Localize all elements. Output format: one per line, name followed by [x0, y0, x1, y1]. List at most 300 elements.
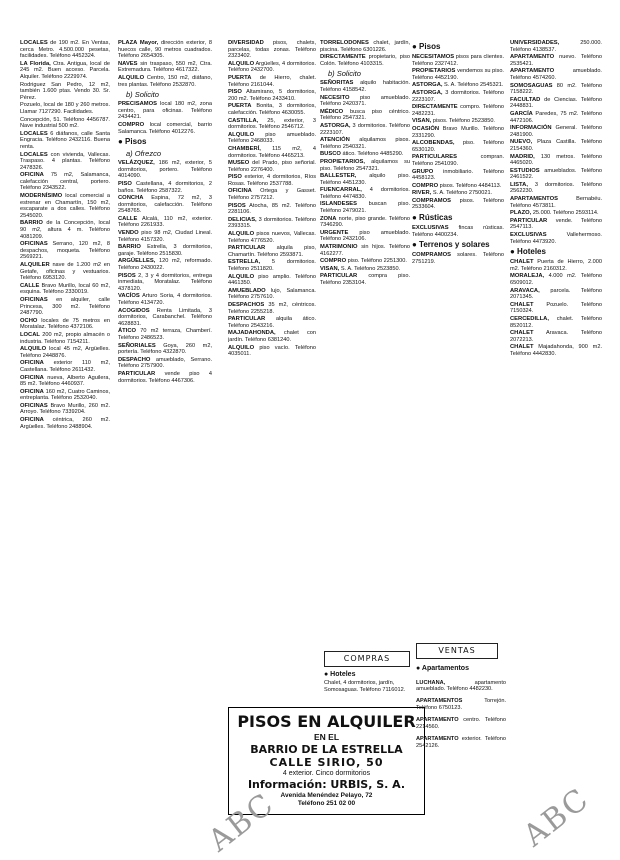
classified-ad [510, 54, 602, 67]
ad-text: chalet. Teléfono 8520112. [510, 315, 602, 329]
classified-ad [228, 118, 316, 131]
ad-text: alquilamos su piso. Teléfono 2547321. [320, 158, 410, 172]
ad-keyword: LOCALES [20, 151, 48, 158]
ad-keyword: ALCOBENDAS, [412, 140, 455, 147]
ad-line-2: BARRIO DE LA ESTRELLA [250, 743, 403, 756]
ad-text: amueblado. Teléfono 4574260. [510, 68, 602, 81]
classified-ad [320, 273, 410, 286]
ad-text: Alcalá, 110 m2, exterior. Teléfono 2261933. [118, 215, 212, 229]
ad-keyword: CHAMBERÍ, [228, 145, 261, 152]
ad-text: parcela. Teléfono 2071345. [510, 287, 602, 301]
ad-keyword: OFICINAS [20, 402, 48, 409]
classified-ad [320, 201, 410, 214]
ad-keyword: COMPRO [412, 182, 439, 189]
ad-text: de 190 m2. En Ventas, cerca Metro. 4.500.000 pesetas, facilidades. Teléfono 4452324. [20, 40, 110, 60]
ad-keyword: PLAZO, [510, 210, 532, 217]
compras-heading: COMPRAS [324, 651, 410, 667]
ad-keyword: APARTAMENTO [510, 68, 555, 75]
ad-text: 250.000. Teléfono 4138537. [510, 40, 602, 53]
classified-ad [20, 360, 110, 373]
classified-ad [118, 328, 212, 341]
ad-text: buscan piso. Teléfono 2479021. [320, 201, 410, 215]
classified-ad [228, 174, 316, 187]
ad-keyword: GARCÍA [510, 110, 533, 117]
ad-text: General. Teléfono 2481900. [510, 125, 602, 138]
ad-text: 35 m2, céntricos. Teléfono 2255218. [228, 301, 316, 315]
ad-keyword: COMPRO [320, 258, 347, 265]
ad-text: Pozuelo, local de 180 y 260 metros. Llamar 7127290. Facilidades. [20, 102, 110, 115]
ad-text: pisos, chalets, parcelas, todas zonas. Teléfono 2323402. [228, 40, 316, 60]
ad-text: local comercial, barrio Salamanca. Teléfono 4012276. [118, 121, 212, 135]
ad-text: Serrano, 120 m2, 8 despachos, moqueta. Teléfono 2569221. [20, 241, 110, 261]
ad-keyword: OFICINA [20, 374, 44, 381]
classified-ad [510, 344, 602, 357]
ad-text: 186 m2, exterior, 5 dormitorios, portero. Teléfono 4014090. [118, 160, 212, 180]
ad-keyword: ALQUILO [228, 231, 255, 238]
ad-text: piso. Teléfono 2251300. [346, 258, 407, 265]
classified-ad [412, 126, 504, 139]
ad-keyword: RIVER, [412, 190, 432, 197]
classified-ad [412, 82, 504, 89]
classified-ad [20, 297, 110, 317]
ad-keyword: DIRECTAMENTE [320, 54, 366, 61]
classified-ad [510, 259, 602, 272]
classified-ad [228, 103, 316, 116]
ad-text: 6 diáfanos, calle Santa Engracia. Teléfono 2432116. Buena renta. [20, 130, 110, 150]
classified-ad [118, 258, 212, 271]
classified-ad [510, 302, 602, 315]
ad-text: del Prado, piso señorial. Teléfono 2276400. [228, 160, 316, 173]
ad-line-5: Información: URBIS, S. A. [247, 778, 406, 791]
classified-ad [412, 169, 504, 182]
classified-ad [20, 220, 110, 240]
ad-text: compran. Teléfono 2541090. [412, 154, 504, 167]
ad-keyword: ALQUILO [228, 131, 255, 138]
classified-ad [228, 217, 316, 230]
ad-line-7: Teléfono 251 02 00 [297, 800, 356, 807]
classified-ad [412, 190, 504, 197]
ad-text: 130 metros. Teléfono 4465020. [510, 153, 602, 167]
ad-text: 25.000. Teléfono 2593114. [531, 210, 599, 217]
ad-keyword: MÉDICO [320, 108, 344, 115]
ad-line-1: EN EL [313, 732, 340, 742]
ad-keyword: DELICIAS, [228, 216, 257, 223]
classified-ad [320, 80, 410, 93]
ad-keyword: ARAVACA, [510, 287, 540, 294]
ad-keyword: NECESITO [320, 94, 350, 101]
ad-keyword: EXCLUSIVAS [412, 225, 449, 232]
ad-text: nueva, Alberto Aguilera, 85 m2. Teléfono 4460937. [20, 374, 110, 388]
ad-keyword: GRUPO [412, 168, 434, 175]
ad-keyword: MUSEO [228, 160, 250, 167]
ad-keyword: ISLANDESES [320, 201, 358, 208]
ad-text: céntrica, 260 m2. Argüelles. Teléfono 2488904. [20, 417, 110, 430]
ad-text: Bravo Murillo, 260 m2. Arroyo. Teléfono 7339204. [20, 402, 110, 416]
ad-keyword: ESTRELLA, [228, 259, 261, 266]
ad-keyword: CONCHA [118, 195, 144, 202]
ad-text: pisos. Teléfono 2533604. [412, 197, 504, 211]
ad-text: local 180 m2, zona centro, para oficinas. Teléfono 2434421. [118, 101, 212, 121]
classified-ad [20, 193, 110, 219]
ad-text: nave de 1.200 m2 en Getafe, oficinas y vestuarios. Teléfono 6953120. [20, 262, 110, 282]
classified-ad [118, 371, 212, 384]
ad-text: dirección exterior, 8 huecos calle, 90 metros cuadrados. Teléfono 2654305. [118, 40, 212, 60]
classified-ad [20, 417, 110, 430]
classified-ad [510, 182, 602, 195]
ad-keyword: VELÁZQUEZ, [118, 160, 155, 167]
ad-keyword: ALQUILO [20, 346, 47, 353]
ad-keyword: NAVES [118, 60, 138, 67]
classified-ad [20, 241, 110, 261]
ad-keyword: PLAZA Mayor, [118, 40, 159, 46]
ad-keyword: PARTICULAR [510, 217, 548, 224]
ad-text: en alquiler, calle Princesa, 300 m2. Teléfono 2487790. [20, 296, 110, 317]
ad-text: Altamirano, 5 dormitorios, 200 m2. Teléfono 2433410. [228, 89, 316, 102]
classified-ad: Chalet, 4 dormitorios, jardín, Somosaguas. Teléfono 7116012. [324, 680, 406, 693]
classified-ad [228, 40, 316, 60]
section-hoteles: ● Hoteles [510, 247, 546, 257]
classified-ad [510, 218, 602, 231]
classified-ad [118, 293, 212, 306]
classified-ad [20, 61, 110, 81]
classified-ad [228, 345, 316, 358]
ad-text: 3 dormitorios. Teléfono 2393315. [228, 216, 316, 230]
ad-keyword: VENDO [118, 230, 139, 237]
classified-ad [228, 188, 316, 201]
column-2 [118, 40, 212, 700]
classified-ad [320, 159, 410, 172]
classified-ad [510, 68, 602, 81]
ad-text: Bernabéu. Teléfono 4573811. [510, 196, 602, 209]
classified-ad [228, 146, 316, 159]
ad-keyword: FUENCARRAL, [320, 187, 362, 194]
ad-keyword: LA Florida, [20, 60, 51, 67]
column-3 [228, 40, 316, 700]
ad-keyword: CHALET [510, 259, 534, 266]
ad-text: 75 m2, Salamanca, calefacción central, portero. Teléfono 2343522. [20, 172, 110, 192]
ad-text: 4 dormitorios. Teléfono 4474830. [320, 187, 410, 200]
classified-ad [320, 244, 410, 257]
classified-ad [320, 123, 410, 136]
ad-keyword: ZONA [320, 215, 337, 222]
section-solicito: b) Solicito [126, 90, 159, 100]
ad-text: Pozuelo. Teléfono 7150324. [510, 301, 602, 315]
ad-text: de la Concepción, local 90 m2, altura 4 m. Teléfono 4081209. [20, 220, 110, 240]
ad-text: 120 m2, reformado. Teléfono 2430022. [118, 258, 212, 272]
section-ofrezco: a) Ofrezco [126, 149, 162, 159]
ad-keyword: APARTAMENTOS [510, 196, 558, 203]
section-pisos: ● Pisos [118, 137, 147, 147]
ad-keyword: APARTAMENTO [510, 54, 555, 61]
ad-text: inmobiliario. Teléfono 4458123. [412, 168, 504, 182]
ad-text: vendemos su piso. Teléfono 4452190. [412, 68, 504, 81]
classified-ad [228, 203, 316, 216]
ad-text: alquila ático. Teléfono 2543216. [228, 316, 316, 329]
ad-keyword: CHALET [510, 344, 534, 351]
ad-text: pisos nuevos, Vallecas. Teléfono 4776520. [228, 231, 316, 244]
ad-keyword: ALQUILER [20, 262, 50, 268]
ad-keyword: OFICINAS [20, 296, 48, 303]
ad-text: Renta Limitada, 3 dormitorios, Carabanchel. Teléfono 4628831. [118, 307, 212, 327]
ad-keyword: PUERTA [228, 74, 252, 81]
watermark: ABC [516, 781, 597, 854]
ad-text: S. A. Teléfono 2545321. [442, 82, 504, 89]
ad-text: busca piso céntrico. Teléfono 2547321. [320, 108, 410, 122]
ad-text: alquilo piso. Teléfono 4451230. [320, 173, 410, 186]
ad-keyword: MATRIMONIO [320, 244, 358, 251]
ad-text: pisos. Teléfono 4484113. [438, 182, 502, 189]
ad-text: 2, 3 y 4 dormitorios, entrega inmediata, Moratalaz. Teléfono 4378120. [118, 272, 212, 292]
ad-line-3: CALLE SIRIO, 50 [269, 756, 384, 769]
ad-keyword: OCHO [20, 317, 38, 324]
ad-text: centro. Teléfono 2214560. [416, 717, 506, 730]
ad-keyword: LOCALES [20, 130, 48, 137]
ad-keyword: PARTICULAR [320, 273, 358, 280]
ad-text: 3 dormitorios. Teléfono 2562230. [510, 181, 602, 195]
classified-ad [20, 318, 110, 331]
classified-ad [20, 131, 110, 151]
ad-keyword: LOCALES [20, 40, 48, 46]
ad-keyword: SEÑORIALES [118, 342, 156, 349]
watermark: ABC [201, 786, 282, 859]
classified-ad [320, 173, 410, 186]
ad-keyword: VISAN, [412, 118, 432, 125]
classified-ad [228, 302, 316, 315]
ad-keyword: PROPIETARIOS [412, 68, 456, 75]
ad-text: 80 m2. Teléfono 7158222. [510, 82, 602, 96]
classified-ad [320, 40, 410, 53]
ad-text: Arturo Soria, 4 dormitorios. Teléfono 4134720. [118, 293, 212, 306]
classified-ad [412, 90, 504, 103]
ad-text: 70 m2 terraza, Chamberí. Teléfono 2486523. [118, 328, 212, 341]
classified-ad [510, 316, 602, 329]
ad-keyword: OFICINA [20, 388, 44, 395]
ad-keyword: BALLESTER, [320, 173, 357, 180]
ad-keyword: DESPACHOS [228, 301, 265, 308]
ad-text: 3 dormitorios. Teléfono 2223107. [412, 89, 504, 103]
ad-text: piso. Teléfono 6530120. [412, 140, 504, 153]
ad-keyword: ALQUILO [118, 74, 145, 81]
classified-ad [510, 273, 602, 286]
ad-text: Puerta de Hierro, 2.000 m2. Teléfono 2160312. [510, 259, 602, 272]
ad-text: chalet, jardín, piscina. Teléfono 6301226. [320, 40, 410, 53]
section-terrenos: ● Terrenos y solares [412, 240, 490, 250]
classified-ad [412, 198, 504, 211]
classified-ad [20, 389, 110, 402]
ad-keyword: LISTA, [510, 181, 528, 188]
section-rusticas: ● Rústicas [412, 213, 453, 223]
classified-ad [118, 216, 212, 229]
ad-keyword: MADRID, [510, 153, 535, 160]
ad-text: compro. Teléfono 2482231. [412, 104, 504, 117]
column-1 [20, 40, 110, 840]
ad-keyword: NUEVO, [510, 139, 533, 146]
ad-text: Bravo Murillo, local 60 m2, esquina. Teléfono 2330019. [20, 282, 110, 296]
ad-text: Torrejón. Teléfono 6750123. [416, 698, 506, 711]
ad-text: ático. Teléfono 4485290. [340, 151, 404, 158]
classified-ad [228, 330, 316, 343]
ad-text: 5 dormitorios. Teléfono 2511820. [228, 259, 316, 272]
ad-text: 200 m2, propio almacén o industria. Teléfono 7154211. [20, 331, 110, 345]
classified-ad [20, 283, 110, 296]
ad-keyword: ASTORGA, [412, 89, 443, 96]
classified-ad [118, 343, 212, 356]
ad-keyword: ESTUDIOS [510, 167, 540, 174]
classified-ad [320, 95, 410, 108]
classified-ad [228, 316, 316, 329]
section-pisos: ● Pisos [412, 42, 441, 51]
ad-text: pisos para clientes. Teléfono 2327412. [412, 54, 504, 67]
ad-keyword: LUCHANA, [416, 679, 446, 686]
ad-text: S. A. Teléfono 2523850. [339, 265, 401, 272]
ad-keyword: ASTORGA, [412, 82, 443, 89]
ad-keyword: PRECISAMOS [118, 101, 157, 108]
ad-keyword: OFICINA [228, 188, 252, 195]
classified-ad [510, 111, 602, 124]
ad-text: Majadahonda, 900 m2. Teléfono 4442830. [510, 344, 602, 357]
ad-keyword: PARTICULARES [412, 154, 457, 161]
ad-text: piso amueblado. Teléfono 2432106. [320, 229, 410, 243]
ad-keyword: PISO [228, 174, 242, 181]
column-4 [320, 40, 410, 700]
classified-ad [118, 357, 212, 370]
ad-text: norte, piso grande. Teléfono 7346290. [320, 215, 410, 229]
ad-keyword: PARTICULAR [228, 316, 266, 323]
ad-keyword: DESPACHO [118, 356, 151, 363]
ad-text: alquilo habitación. Teléfono 4158542. [320, 80, 410, 93]
classified-ad [228, 274, 316, 287]
classified-ad [412, 154, 504, 167]
ad-text: local comercial a estrenar en Chamartín, 150 m2, escaparate a dos calles. Teléfono 2545020. [20, 193, 110, 219]
ad-keyword: OFICINA [20, 360, 44, 367]
ad-keyword: PISOS [228, 202, 246, 209]
classified-ad [510, 196, 602, 209]
classified-ad [228, 61, 316, 74]
classified-ad [320, 216, 410, 229]
classified-ad [118, 61, 212, 74]
classified-ad [412, 118, 504, 125]
ad-text: piso amueblado. Teléfono 2468033. [228, 131, 316, 145]
ad-keyword: DIVERSIDAD [228, 40, 264, 46]
ad-text: lujo, Salamanca. Teléfono 2757610. [228, 287, 316, 301]
ad-keyword: OFICINA [20, 417, 44, 424]
ad-keyword: APARTAMENTO [416, 717, 459, 724]
classified-ad [228, 160, 316, 173]
classified-ad [20, 375, 110, 388]
ad-keyword: ALQUILO [228, 273, 255, 280]
ad-text: sin hijos. Teléfono 4162277. [320, 244, 410, 257]
ad-text: local 45 m2, Argüelles. Teléfono 2448876. [20, 346, 110, 359]
classified-ad [228, 259, 316, 272]
ad-keyword: CALLE [20, 282, 40, 289]
classified-ad [416, 717, 506, 730]
classified-ad [20, 152, 110, 172]
classified-ad [118, 273, 212, 293]
ad-text: de Hierro, chalet. Teléfono 2161044. [228, 74, 316, 88]
ad-text: Estrella, 3 dormitorios, garaje. Teléfono 2515830. [118, 244, 212, 257]
ad-line-6: Avenida Menéndez Pelayo, 72 [280, 792, 373, 799]
ad-keyword: INFORMACIÓN [510, 125, 552, 132]
ad-keyword: CALLE [118, 215, 138, 222]
classified-ad [118, 75, 212, 88]
ad-text: alquila piso, Chamartín. Teléfono 2593871. [228, 245, 316, 258]
ad-keyword: VACÍOS [118, 293, 140, 300]
classified-ad [510, 97, 602, 110]
ad-text: apartamento amueblado. Teléfono 4482230. [416, 679, 506, 693]
classified-ad [412, 252, 504, 265]
ad-keyword: COMPRO [118, 121, 145, 128]
ad-text: Paredes, 75 m2. Teléfono 4472106. [510, 110, 602, 124]
classified-ad [228, 288, 316, 301]
ad-keyword: AMUEBLADO [228, 287, 266, 294]
ad-text: propietario, piso Colón. Teléfono 4103315. [320, 54, 410, 67]
classified-ad [320, 54, 410, 67]
classified-ad [320, 230, 410, 243]
ad-keyword: SEÑORITAS [320, 80, 354, 87]
ad-text: Goya, 260 m2, portería. Teléfono 4322870. [118, 342, 212, 356]
ad-keyword: OFICINAS [20, 241, 48, 248]
ad-text: Castellana, 4 dormitorios, 2 baños. Teléfono 2587322. [118, 180, 212, 194]
classified-ad [412, 140, 504, 153]
ad-text: Espina, 72 m2, 3 dormitorios, calefacción. Teléfono 2548765. [118, 195, 212, 215]
classified-ad [118, 40, 212, 60]
classified-ad [320, 137, 410, 150]
classified-ad [320, 109, 410, 122]
ad-keyword: MODERNÍSIMO [20, 193, 63, 200]
ad-keyword: EXCLUSIVAS [510, 232, 547, 239]
ad-keyword: CASTILLA, [228, 117, 259, 124]
ad-text: Centro, 150 m2, diáfano, tres plantas. Teléfono 2532870. [118, 74, 212, 88]
ad-keyword: PISO [118, 180, 132, 187]
ad-text: nuevo. Teléfono 2535421. [510, 54, 602, 67]
ad-keyword: MAJADAHONDA, [228, 330, 276, 337]
ad-text: 3 dormitorios. Teléfono 2223107. [320, 122, 410, 136]
ad-text: piso amplio. Teléfono 4461350. [228, 273, 316, 287]
classified-ad [228, 75, 316, 88]
ad-keyword: OFICINA [20, 172, 44, 179]
ad-keyword: CHALET [510, 330, 534, 337]
ad-text: alquilamos pisos. Teléfono 2540321. [320, 137, 410, 150]
ad-keyword: ACOGIDOS [118, 307, 150, 314]
section-solicito: b) Solicito [328, 69, 361, 79]
ad-text: 4.000 m2. Teléfono 6509012. [510, 273, 602, 286]
ad-keyword: BARRIO [118, 244, 141, 251]
ad-text: Atocha, 85 m2. Teléfono 2281106. [228, 202, 316, 216]
classified-ad [20, 262, 110, 282]
ad-text: chalet con jardín. Teléfono 6381240. [228, 330, 316, 343]
ad-text: de Ciencias. Teléfono 2448831. [510, 96, 602, 110]
classified-ad [320, 266, 410, 273]
classified-ad [416, 698, 506, 711]
classified-ad [20, 102, 110, 115]
ad-keyword: DIRECTAMENTE [412, 104, 458, 111]
ad-text: Vallehermoso. Teléfono 4473920. [510, 232, 602, 245]
ad-text: 160 m2, Cuatro Caminos, entreplanta. Teléfono 2532040. [20, 388, 110, 402]
ad-text: Ortega y Gasset. Teléfono 2757212. [228, 188, 316, 202]
ad-text: sin traspaso, 550 m2, Ctra. Extremadura. Teléfono 4617322. [118, 60, 212, 74]
classified-ad [412, 225, 504, 238]
ad-keyword: SOMOSAGUAS [510, 82, 553, 89]
ad-keyword: ASTORGA, [320, 122, 351, 129]
apartamentos-list [416, 674, 506, 755]
classified-ad [510, 40, 602, 53]
ad-keyword: PISOS [118, 272, 136, 279]
ad-keyword: PARTICULAR [118, 370, 156, 377]
classified-ad [20, 82, 110, 102]
classified-ad [20, 346, 110, 359]
ad-keyword: CERCEDILLA, [510, 315, 549, 322]
section-apartamentos: ● Apartamentos [416, 665, 469, 672]
